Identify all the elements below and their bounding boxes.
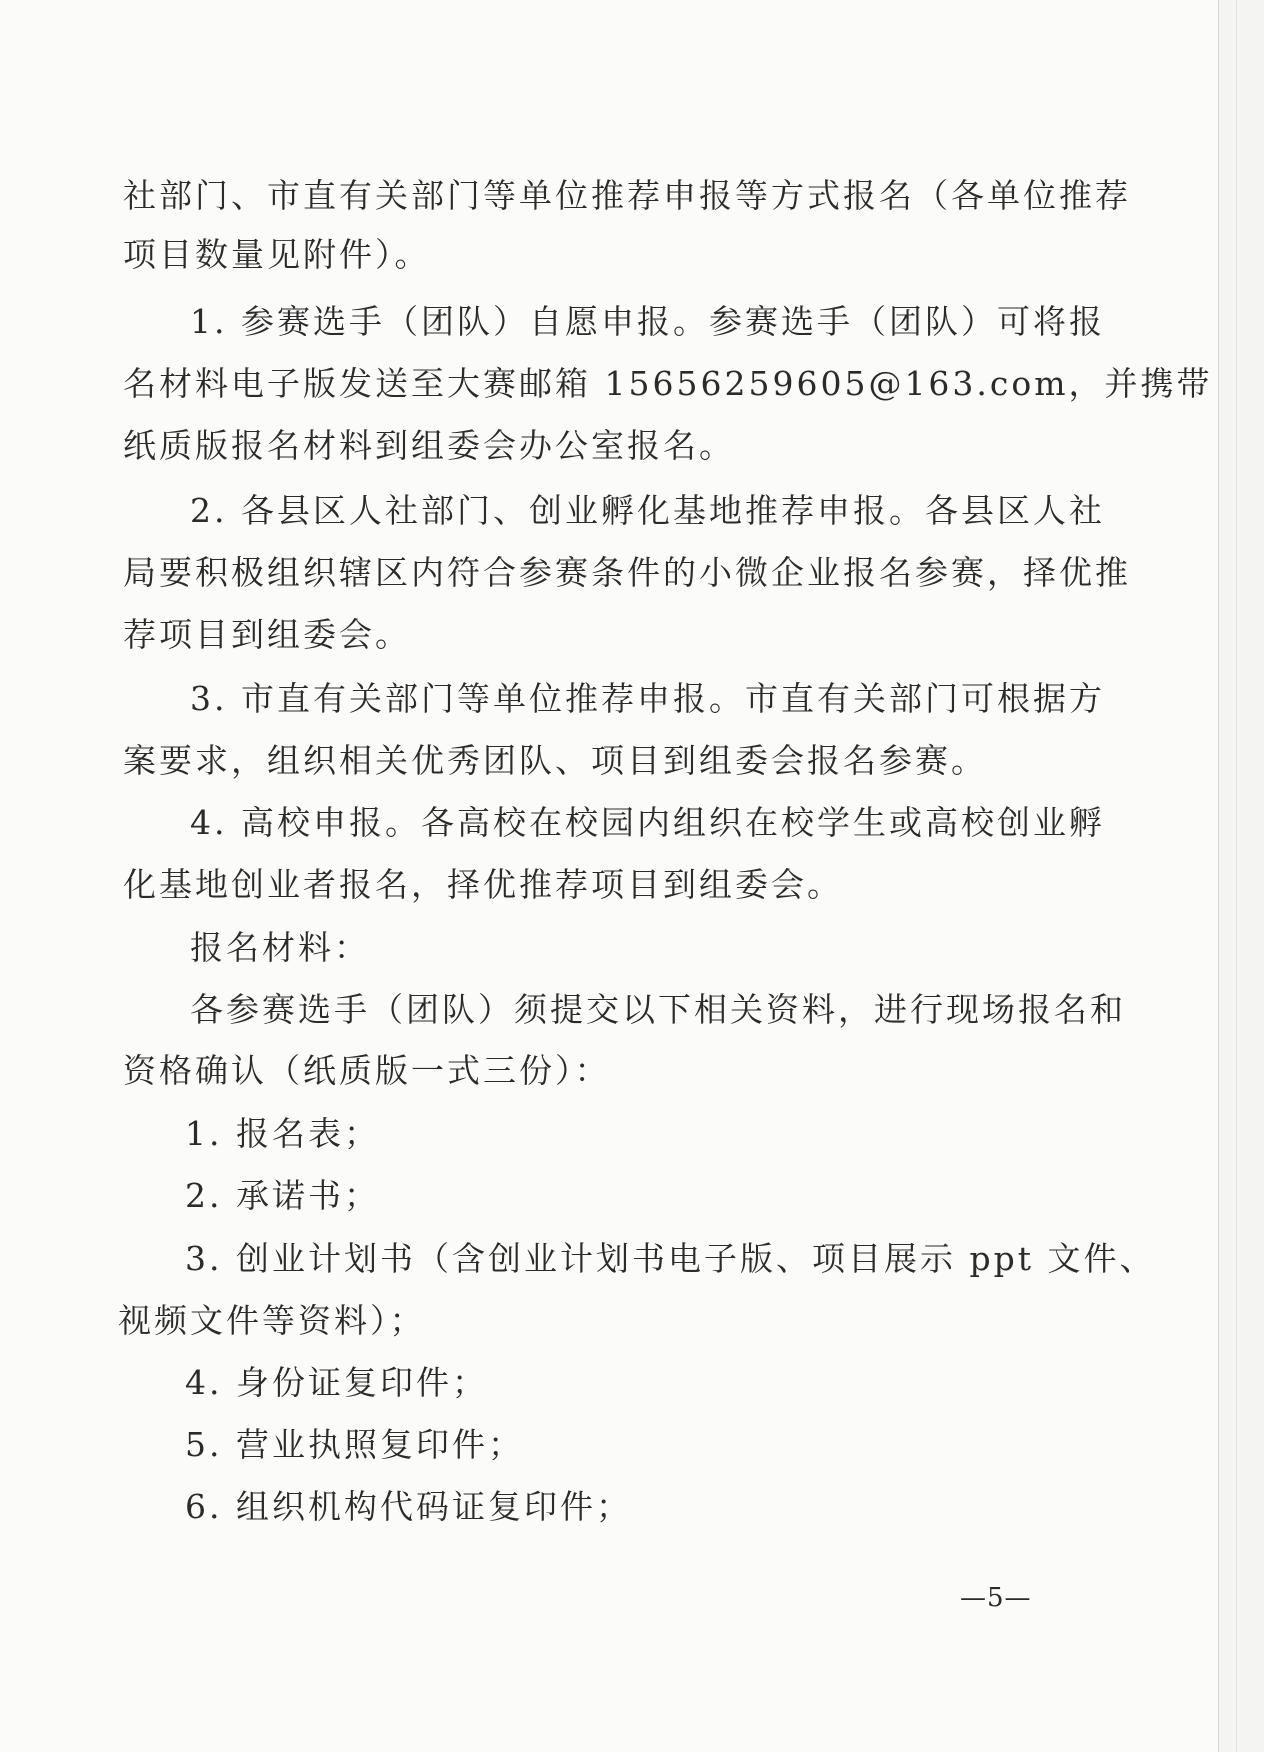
- paragraph-line: 4. 高校申报。各高校在校园内组织在校学生或高校创业孵: [190, 803, 1105, 842]
- page-number: —5—: [960, 1583, 1032, 1613]
- paragraph-line: 各参赛选手（团队）须提交以下相关资料，进行现场报名和: [190, 990, 1126, 1029]
- list-item: 视频文件等资料）；: [118, 1301, 426, 1340]
- paragraph-line: 社部门、市直有关部门等单位推荐申报等方式报名（各单位推荐: [123, 176, 1131, 215]
- list-item: 4. 身份证复印件；: [185, 1363, 488, 1402]
- paragraph-line: 化基地创业者报名，择优推荐项目到组委会。: [123, 865, 843, 904]
- paragraph-line: 名材料电子版发送至大赛邮箱 15656259605@163.com，并携带: [123, 364, 1213, 403]
- paragraph-line: 案要求，组织相关优秀团队、项目到组委会报名参赛。: [123, 741, 987, 780]
- list-item: 2. 承诺书；: [185, 1176, 380, 1215]
- paragraph-line: 荐项目到组委会。: [123, 615, 411, 654]
- paragraph-line: 纸质版报名材料到组委会办公室报名。: [123, 426, 735, 465]
- list-item: 5. 营业执照复印件；: [185, 1425, 524, 1464]
- paragraph-line: 局要积极组织辖区内符合参赛条件的小微企业报名参赛，择优推: [123, 553, 1131, 592]
- paragraph-line: 3. 市直有关部门等单位推荐申报。市直有关部门可根据方: [190, 679, 1105, 718]
- page-edge: [1218, 0, 1219, 1752]
- page-edge: [1236, 0, 1237, 1752]
- list-item: 6. 组织机构代码证复印件；: [185, 1487, 632, 1526]
- paragraph-line: 资格确认（纸质版一式三份）：: [123, 1051, 611, 1090]
- paragraph-line: 2. 各县区人社部门、创业孵化基地推荐申报。各县区人社: [190, 491, 1105, 530]
- list-item: 3. 创业计划书（含创业计划书电子版、项目展示 ppt 文件、: [185, 1239, 1156, 1278]
- section-heading: 报名材料：: [190, 928, 370, 967]
- paragraph-line: 1. 参赛选手（团队）自愿申报。参赛选手（团队）可将报: [190, 302, 1105, 341]
- list-item: 1. 报名表；: [185, 1114, 380, 1153]
- paragraph-line: 项目数量见附件）。: [123, 235, 431, 274]
